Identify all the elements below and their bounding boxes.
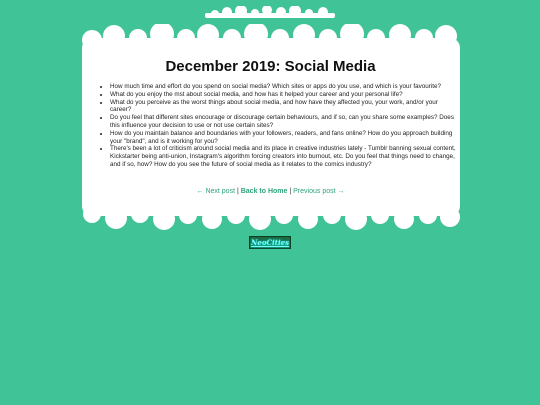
list-item: • How do you maintain balance and boundaries with your followers, readers, and fans online? How do you approach building your "brand", and is it working for you?	[110, 130, 458, 146]
question-list	[94, 83, 458, 169]
post-navigation	[80, 188, 461, 195]
next-post-link[interactable]: ← Next post	[196, 188, 236, 195]
nav-separator: |	[287, 188, 294, 195]
list-item: • There's been a lot of criticism around social media and its place in creative industries lately - Tumblr banning sexual content, Kickstarter being anti-union, Instagram's algorithm forcing creators into burnout, etc. Do you feel that things need to change, and if so, how? How do you see the future of social media as it relates to the comics industry?	[110, 145, 458, 168]
list-item: • Do you feel that different sites encourage or discourage certain behaviours, and if so, can you share some examples? Does this influence your decision to use or not use certain sites?	[110, 114, 458, 130]
page-title: December 2019: Social Media	[165, 58, 376, 75]
neocities-badge[interactable]: NeoCities	[250, 238, 290, 247]
list-item: • What do you perceive as the worst things about social media, and how have they affected you, your work, and/or your career?	[110, 99, 458, 115]
top-cloud-decoration	[205, 6, 335, 18]
nav-separator: |	[235, 188, 241, 195]
list-item: • What do you enjoy the mst about social media, and how has it helped your career and your personal life?	[110, 91, 458, 99]
list-item: • How much time and effort do you spend on social media? Which sites or apps do you use, and which is your favourite?	[110, 83, 458, 91]
content-panel	[80, 36, 461, 218]
back-to-home-link[interactable]: Back to Home	[240, 188, 288, 195]
previous-post-link[interactable]: Previous post →	[293, 188, 345, 195]
